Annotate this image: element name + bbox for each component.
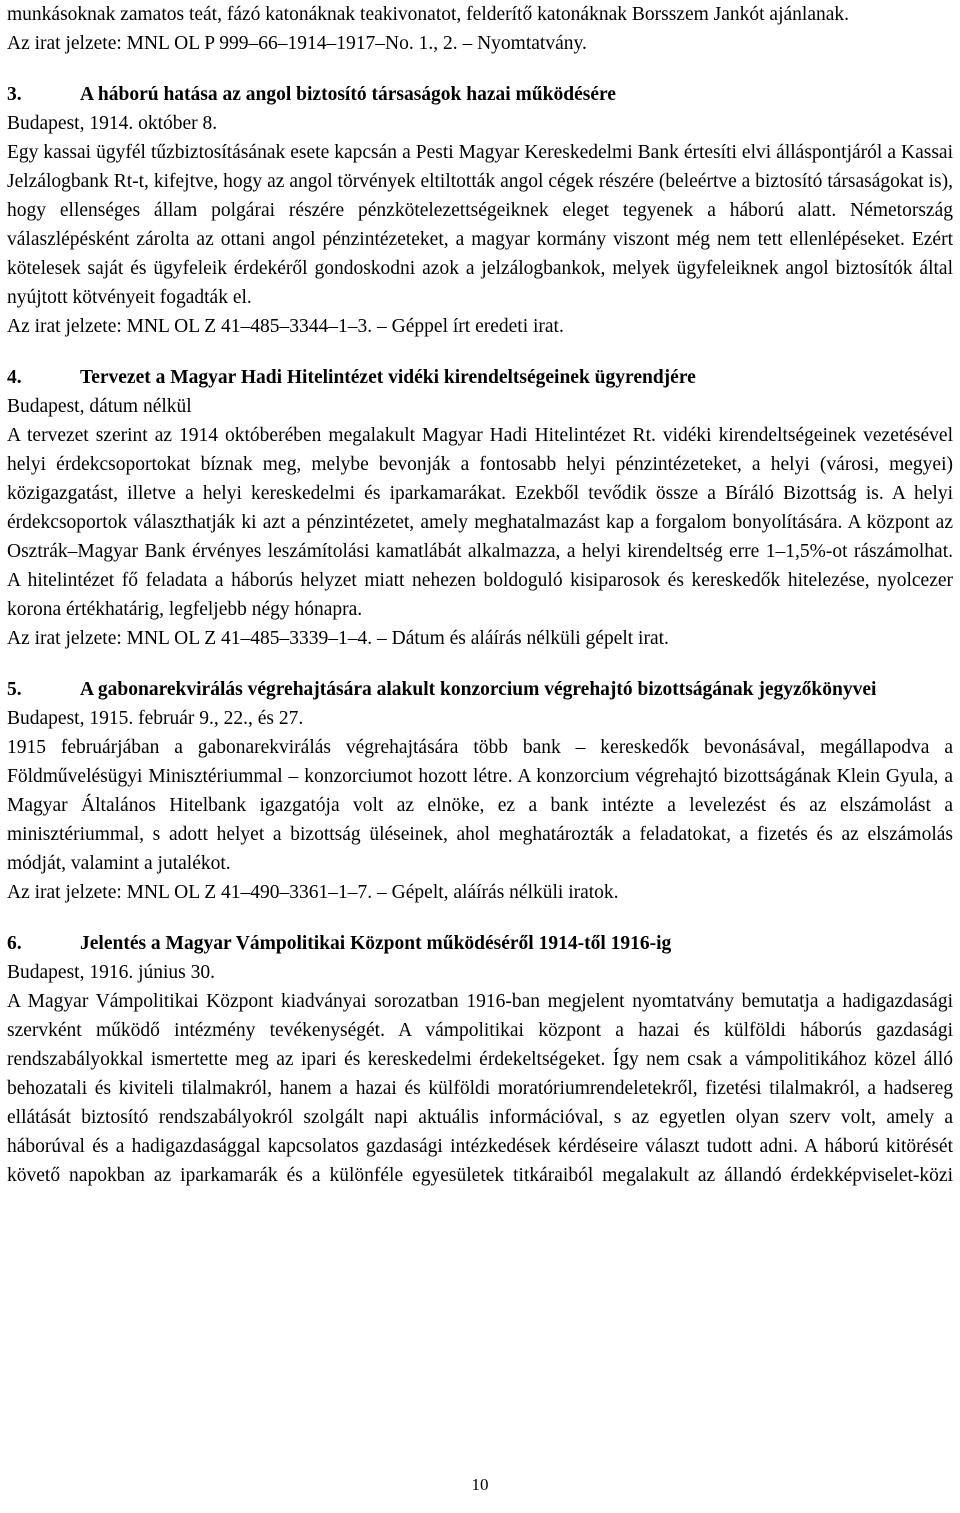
document-title: Jelentés a Magyar Vámpolitikai Központ működéséről 1914-től 1916-ig: [80, 933, 672, 954]
document-page: [7, 0, 953, 1190]
document-number: 5.: [7, 679, 22, 700]
document-place-date: Budapest, 1914. október 8.: [7, 113, 218, 134]
document-reference: Az irat jelzete: MNL OL Z 41–490–3361–1–7. – Gépelt, aláírás nélküli iratok.: [7, 882, 619, 903]
document-heading: [7, 675, 953, 704]
document-title: A gabonarekvirálás végrehajtására alakult konzorcium végrehajtó bizottságának jegyzőkönyvei: [80, 679, 877, 700]
document-summary: A tervezet szerint az 1914 októberében megalakult Magyar Hadi Hitelintézet Rt. vidéki kirendeltségeinek vezetésével helyi érdekcsoportokat bíznak meg, melybe bevonják a fontosabb helyi pénzintézeteket, a helyi (városi, megyei) közigazgatást, illetve a helyi kereskedelmi és iparkamarákat. Ezekből tevődik össze a Bíráló Bizottság is. A helyi érdekcsoportok választhatják ki azt a pénzintézetet, amely meghatalmazást kap a forgalom bonyolítására. A központ az Osztrák–Magyar Bank érvényes leszámítolási kamatlábát alkalmazza, a helyi kirendeltség erre 1–1,5%-ot rászámolhat. A hitelintézet fő feladata a háborús helyzet miatt nehezen boldoguló kisiparosok és kereskedők hitelezése, nyolcezer korona értékhatárig, legfeljebb négy hónapra.: [7, 425, 953, 620]
document-entry-4: [7, 363, 953, 653]
document-place-date: Budapest, 1915. február 9., 22., és 27.: [7, 708, 304, 729]
document-reference: Az irat jelzete: MNL OL Z 41–485–3344–1–3. – Géppel írt eredeti irat.: [7, 316, 564, 337]
intro-block: [7, 0, 953, 58]
intro-text: munkásoknak zamatos teát, fázó katonáknak teakivonatot, felderítő katonáknak Borsszem Jankót ajánlanak.: [7, 4, 850, 25]
page-number: 10: [471, 1475, 489, 1494]
document-heading: [7, 80, 953, 109]
document-place-date: Budapest, dátum nélkül: [7, 396, 192, 417]
document-number: 6.: [7, 933, 22, 954]
document-number: 3.: [7, 84, 22, 105]
document-summary: 1915 februárjában a gabonarekvirálás végrehajtására több bank – kereskedők bevonásával, megállapodva a Földművelésügyi Minisztériummal – konzorciumot hozott létre. A konzorcium végrehajtó bizottságának Klein Gyula, a Magyar Általános Hitelbank igazgatója volt az elnöke, ez a bank intézte a levelezést és az elszámolást a minisztériummal, s adott helyet a bizottság üléseinek, ahol meghatározták a feladatokat, a fizetés és az elszámolás módját, valamint a jutalékot.: [7, 737, 953, 874]
document-entry-6: [7, 929, 953, 1190]
document-title: A háború hatása az angol biztosító társaságok hazai működésére: [80, 84, 616, 105]
intro-reference: Az irat jelzete: MNL OL P 999–66–1914–1917–No. 1., 2. – Nyomtatvány.: [7, 33, 587, 54]
document-summary: A Magyar Vámpolitikai Központ kiadványai sorozatban 1916-ban megjelent nyomtatvány bemutatja a hadigazdasági szervként működő intézmény tevékenységét. A vámpolitikai központ a hazai és külföldi háborús gazdasági rendszabályokkal ismertette meg az ipari és kereskedelmi érdekeltségeket. Így nem csak a vámpolitikához közel álló behozatali és kiviteli tilalmakról, hanem a hazai és külföldi moratóriumrendeletekről, fizetési tilalmakról, a hadsereg ellátását biztosító rendszabályokról szolgált napi aktuális információval, s az egyetlen olyan szerv volt, amely a háborúval és a hadigazdasággal kapcsolatos gazdasági intézkedések kérdéseire választ tudott adni. A háború kitörését követő napokban az iparkamarák és a különféle egyesületek titkáraiból megalakult az állandó érdekképviselet-közi: [7, 991, 953, 1186]
document-entry-3: [7, 80, 953, 341]
document-title: Tervezet a Magyar Hadi Hitelintézet vidéki kirendeltségeinek ügyrendjére: [80, 367, 696, 388]
document-reference: Az irat jelzete: MNL OL Z 41–485–3339–1–4. – Dátum és aláírás nélküli gépelt irat.: [7, 628, 669, 649]
document-heading: [7, 363, 953, 392]
document-number: 4.: [7, 367, 22, 388]
document-heading: [7, 929, 953, 958]
document-summary: Egy kassai ügyfél tűzbiztosításának esete kapcsán a Pesti Magyar Kereskedelmi Bank értesíti elvi álláspontjáról a Kassai Jelzálogbank Rt-t, kifejtve, hogy az angol törvények eltiltották angol cégek részére (beleértve a biztosító társaságokat is), hogy ellenséges állam polgárai részére pénzkötelezettségeiknek eleget tegyenek a háború alatt. Németország válaszlépésként zárolta az ottani angol pénzintézeteket, a magyar kormány viszont még nem tett ellenlépéseket. Ezért kötelesek saját és ügyfeleik érdekéről gondoskodni azok a jelzálogbankok, melyek ügyfeleiknek angol biztosítók által nyújtott kötvényeit fogadták el.: [7, 142, 953, 308]
document-place-date: Budapest, 1916. június 30.: [7, 962, 215, 983]
document-entry-5: [7, 675, 953, 907]
